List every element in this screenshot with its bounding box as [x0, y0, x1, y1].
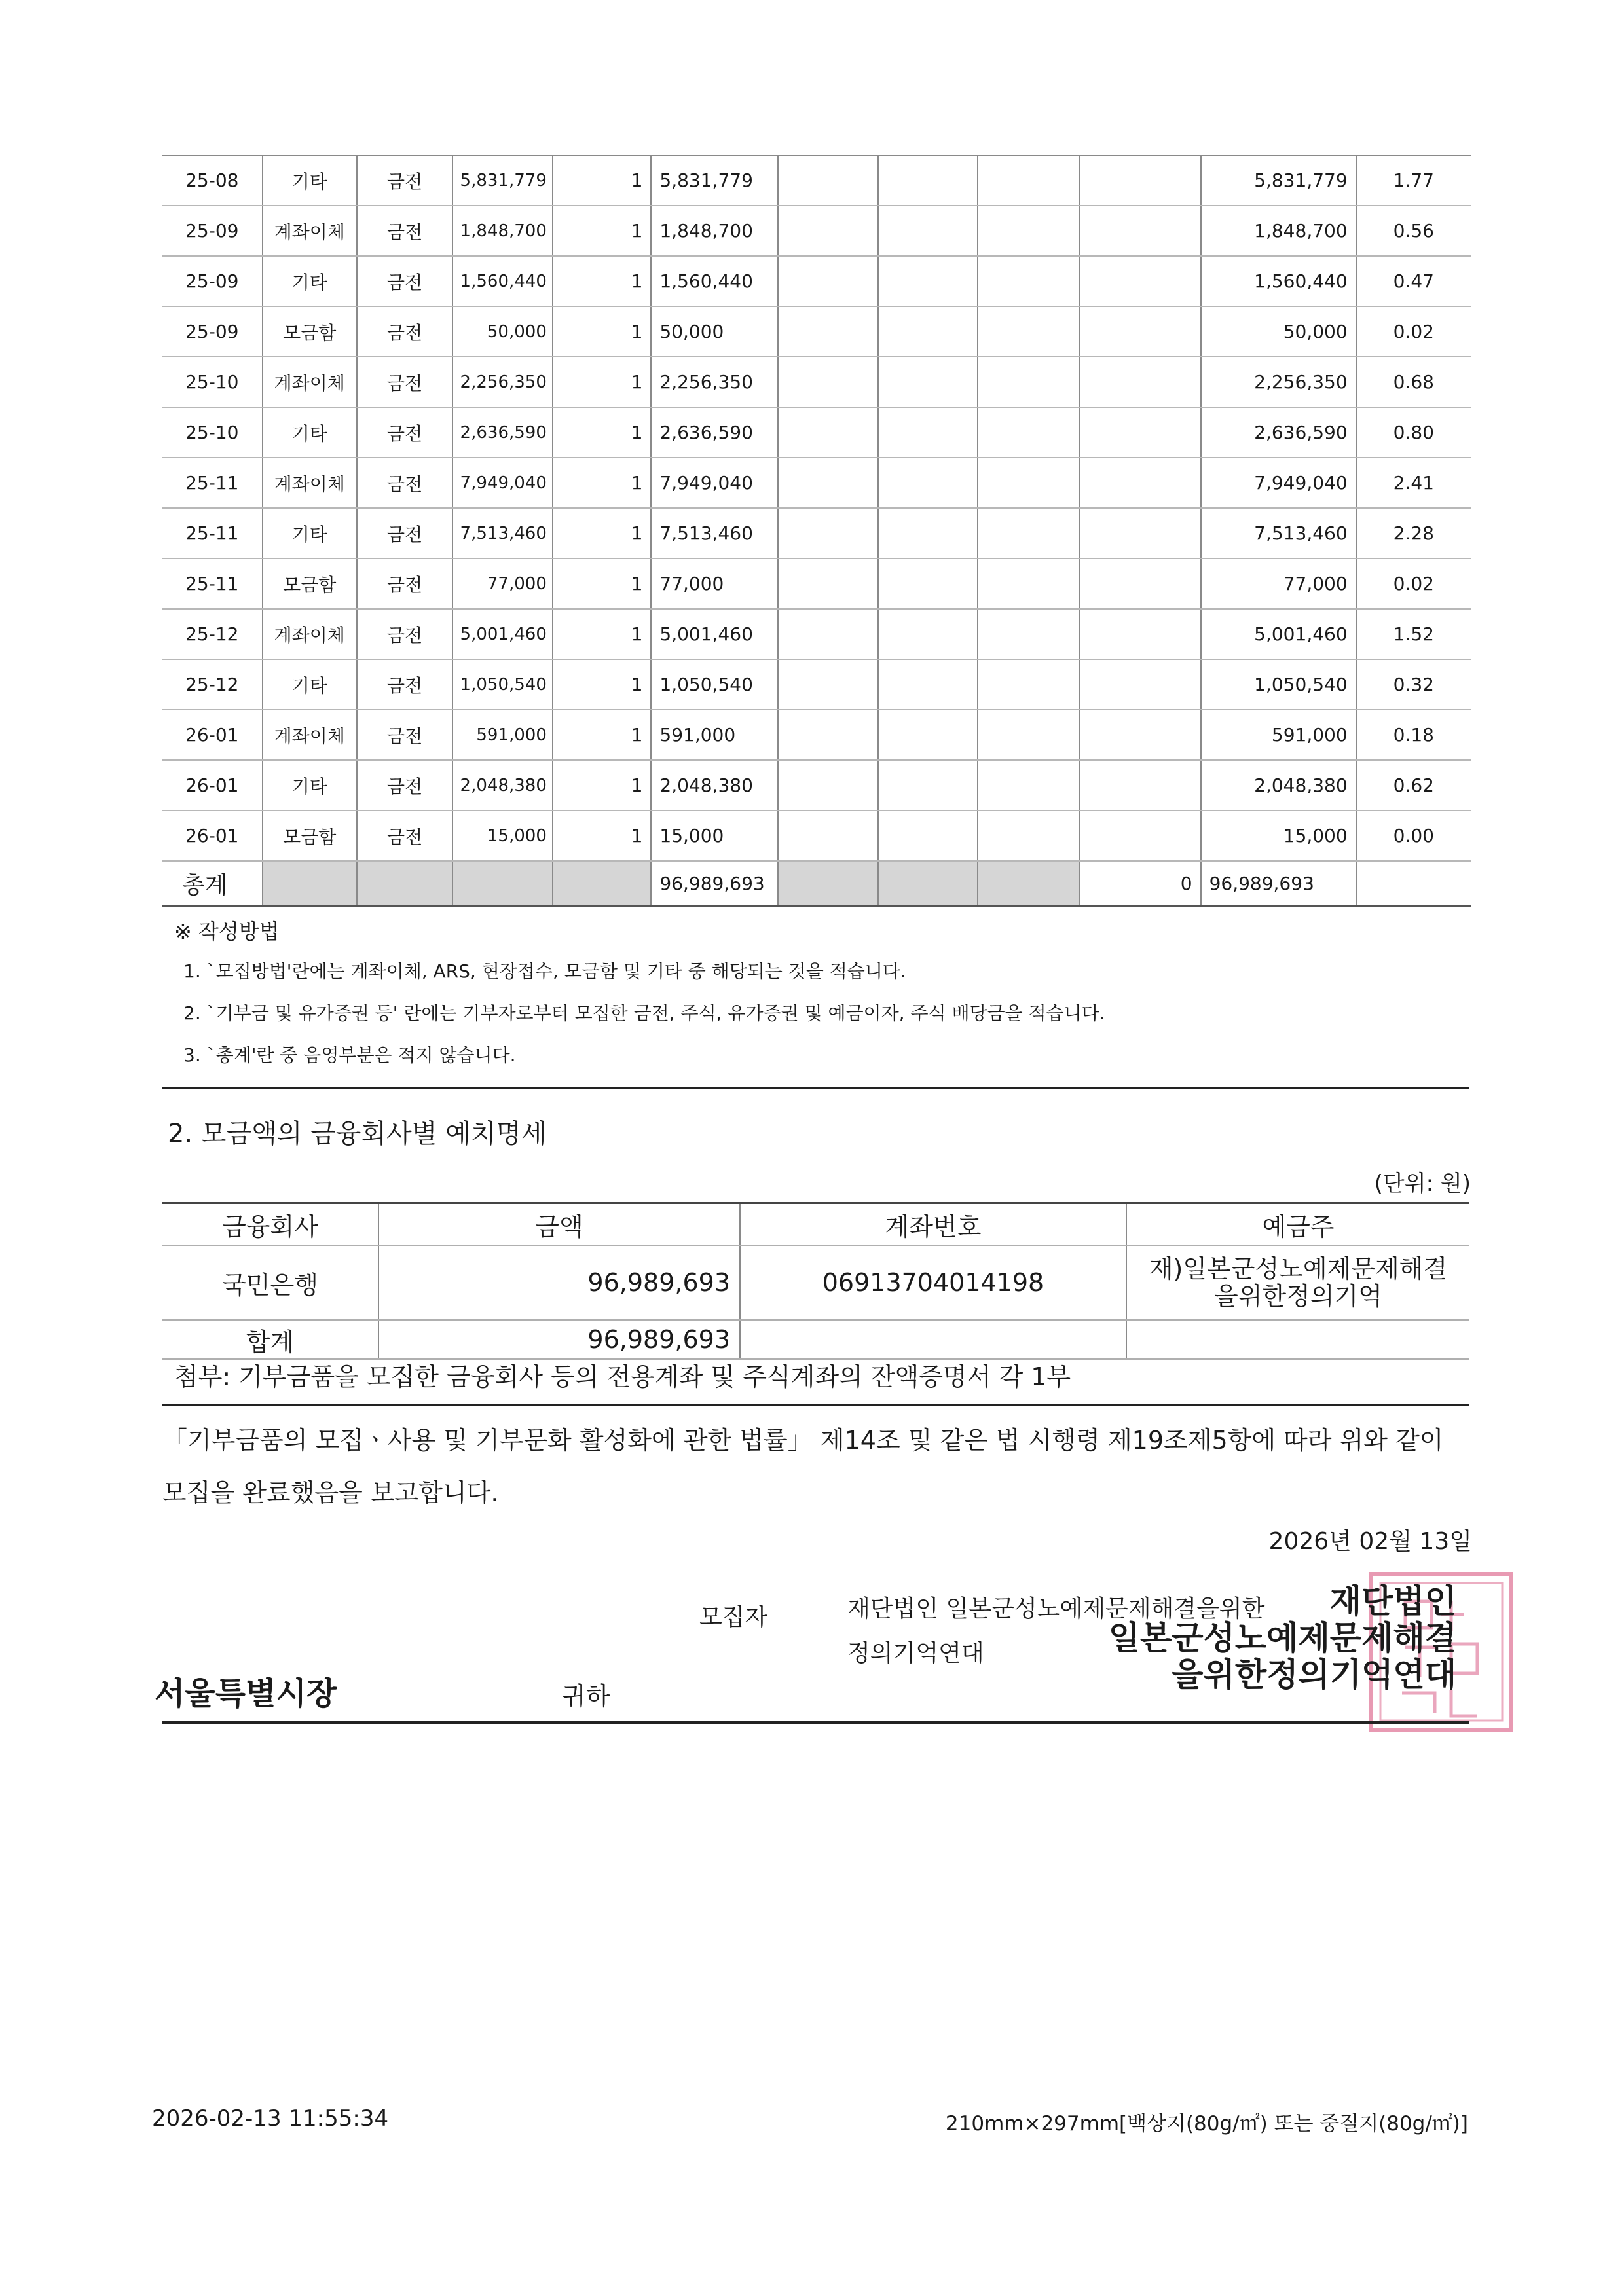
cell-amount: 5,831,779	[452, 155, 553, 206]
cell-empty	[978, 558, 1079, 609]
table-row	[162, 710, 1471, 760]
cell-empty	[1079, 256, 1201, 306]
cell-empty	[978, 306, 1079, 357]
cell-empty	[978, 609, 1079, 659]
cell-empty	[778, 609, 878, 659]
cell-total: 77,000	[1201, 558, 1356, 609]
cell-empty	[778, 306, 878, 357]
organization-stamp-text	[1109, 1583, 1456, 1693]
cell-empty	[1079, 357, 1201, 407]
stamp-line-3: 을위한정의기억연대	[1172, 1656, 1456, 1694]
cell-ratio: 0.32	[1356, 659, 1471, 710]
shaded-cell	[878, 861, 978, 906]
cell-empty	[1079, 659, 1201, 710]
sum-empty-holder	[1126, 1320, 1469, 1359]
cell-total: 50,000	[1201, 306, 1356, 357]
note-item-3: 3. `총계'란 중 음영부분은 적지 않습니다.	[183, 1044, 516, 1066]
table-row	[162, 256, 1471, 306]
table-row	[162, 760, 1471, 811]
cell-ratio: 0.00	[1356, 811, 1471, 861]
cell-empty	[978, 407, 1079, 458]
cell-count: 1	[553, 357, 652, 407]
cell-ratio: 0.56	[1356, 206, 1471, 256]
total-label: 총계	[162, 861, 263, 906]
account-holder	[1126, 1245, 1469, 1320]
cell-ratio: 0.62	[1356, 760, 1471, 811]
cell-empty	[1356, 861, 1471, 906]
cell-ratio: 1.77	[1356, 155, 1471, 206]
report-date: 2026년 02월 13일	[1268, 1528, 1472, 1555]
shaded-cell	[452, 861, 553, 906]
cell-empty	[978, 206, 1079, 256]
cell-empty	[1079, 508, 1201, 558]
cell-month: 25-12	[162, 609, 263, 659]
cell-subtotal: 1,560,440	[651, 256, 778, 306]
cell-count: 1	[553, 407, 652, 458]
cell-method: 기타	[263, 155, 357, 206]
cell-subtotal: 77,000	[651, 558, 778, 609]
header-holder: 예금주	[1126, 1203, 1469, 1246]
cell-empty	[1079, 609, 1201, 659]
cell-type: 금전	[357, 558, 452, 609]
cell-method: 기타	[263, 256, 357, 306]
cell-ratio: 2.28	[1356, 508, 1471, 558]
cell-count: 1	[553, 760, 652, 811]
stamp-line-2: 일본군성노예제문제해결	[1108, 1619, 1456, 1657]
cell-subtotal: 15,000	[651, 811, 778, 861]
donation-ledger-table	[162, 155, 1471, 907]
table-row	[162, 407, 1471, 458]
cell-subtotal: 7,513,460	[651, 508, 778, 558]
cell-empty	[878, 256, 978, 306]
section-title: 2. 모금액의 금융회사별 예치명세	[168, 1119, 547, 1149]
table-row	[162, 609, 1471, 659]
table-row	[162, 558, 1471, 609]
stamp-line-1: 재단법인	[1329, 1582, 1456, 1620]
cell-empty	[1079, 811, 1201, 861]
cell-month: 26-01	[162, 760, 263, 811]
cell-count: 1	[553, 710, 652, 760]
divider	[162, 1404, 1469, 1406]
cell-month: 25-10	[162, 357, 263, 407]
cell-month: 25-12	[162, 659, 263, 710]
cell-empty	[878, 609, 978, 659]
cell-total: 2,636,590	[1201, 407, 1356, 458]
sum-label: 합계	[162, 1320, 378, 1359]
cell-month: 25-10	[162, 407, 263, 458]
print-timestamp: 2026-02-13 11:55:34	[152, 2105, 389, 2132]
cell-subtotal: 2,048,380	[651, 760, 778, 811]
cell-total: 7,513,460	[1201, 508, 1356, 558]
cell-ratio: 0.68	[1356, 357, 1471, 407]
sum-amount: 96,989,693	[378, 1320, 740, 1359]
recruiter-label: 모집자	[699, 1604, 768, 1631]
addressee-name: 서울특별시장	[155, 1675, 337, 1712]
cell-empty	[978, 811, 1079, 861]
cell-empty	[878, 558, 978, 609]
cell-empty	[878, 306, 978, 357]
cell-month: 26-01	[162, 710, 263, 760]
note-item-2: 2. `기부금 및 유가증권 등' 란에는 기부자로부터 모집한 금전, 주식, 유가증권 및 예금이자, 주식 배당금을 적습니다.	[183, 1002, 1105, 1024]
cell-type: 금전	[357, 407, 452, 458]
cell-empty	[778, 155, 878, 206]
cell-count: 1	[553, 558, 652, 609]
cell-empty	[778, 558, 878, 609]
shaded-cell	[553, 861, 652, 906]
shaded-cell	[263, 861, 357, 906]
cell-count: 1	[553, 256, 652, 306]
cell-method: 계좌이체	[263, 609, 357, 659]
cell-empty	[778, 206, 878, 256]
holder-line-1: 재)일본군성노예제문제해결	[1149, 1254, 1448, 1283]
cell-method: 계좌이체	[263, 710, 357, 760]
cell-method: 모금함	[263, 811, 357, 861]
cell-total: 7,949,040	[1201, 458, 1356, 508]
table-row	[162, 811, 1471, 861]
cell-total: 591,000	[1201, 710, 1356, 760]
note-item-1: 1. `모집방법'란에는 계좌이체, ARS, 현장접수, 모금함 및 기타 중 해당되는 것을 적습니다.	[183, 960, 906, 982]
cell-subtotal: 591,000	[651, 710, 778, 760]
cell-amount: 1,560,440	[452, 256, 553, 306]
table-row	[162, 155, 1471, 206]
cell-empty	[778, 407, 878, 458]
recruiter-name-line-1: 재단법인 일본군성노예제문제해결을위한	[847, 1595, 1265, 1622]
cell-month: 26-01	[162, 811, 263, 861]
cell-empty	[778, 508, 878, 558]
cell-ratio: 0.18	[1356, 710, 1471, 760]
cell-total: 1,848,700	[1201, 206, 1356, 256]
cell-empty	[978, 357, 1079, 407]
cell-method: 기타	[263, 508, 357, 558]
cell-empty	[778, 458, 878, 508]
cell-amount: 50,000	[452, 306, 553, 357]
cell-amount: 591,000	[452, 710, 553, 760]
cell-month: 25-09	[162, 306, 263, 357]
divider	[162, 1721, 1469, 1724]
cell-empty	[1079, 407, 1201, 458]
cell-ratio: 0.47	[1356, 256, 1471, 306]
cell-ratio: 2.41	[1356, 458, 1471, 508]
cell-type: 금전	[357, 659, 452, 710]
cell-month: 25-11	[162, 508, 263, 558]
recruiter-name-line-2: 정의기억연대	[847, 1640, 984, 1667]
cell-empty	[778, 811, 878, 861]
table-row	[162, 357, 1471, 407]
cell-amount: 2,636,590	[452, 407, 553, 458]
shaded-cell	[357, 861, 452, 906]
cell-method: 기타	[263, 407, 357, 458]
table-row	[162, 659, 1471, 710]
cell-type: 금전	[357, 357, 452, 407]
total-row	[162, 861, 1471, 906]
cell-count: 1	[553, 458, 652, 508]
cell-empty	[1079, 558, 1201, 609]
header-account: 계좌번호	[740, 1203, 1126, 1246]
cell-count: 1	[553, 206, 652, 256]
cell-type: 금전	[357, 811, 452, 861]
cell-empty	[978, 659, 1079, 710]
cell-empty	[878, 407, 978, 458]
cell-subtotal: 2,636,590	[651, 407, 778, 458]
law-statement: 「기부금품의 모집ㆍ사용 및 기부문화 활성화에 관한 법률」 제14조 및 같은 법 시행령 제19조제5항에 따라 위와 같이 모집을 완료했음을 보고합니다.	[162, 1426, 1444, 1507]
cell-month: 25-11	[162, 558, 263, 609]
cell-type: 금전	[357, 306, 452, 357]
cell-amount: 1,050,540	[452, 659, 553, 710]
shaded-cell	[978, 861, 1079, 906]
sum-empty-account	[740, 1320, 1126, 1359]
cell-amount: 7,513,460	[452, 508, 553, 558]
cell-subtotal: 50,000	[651, 306, 778, 357]
cell-month: 25-09	[162, 256, 263, 306]
cell-count: 1	[553, 155, 652, 206]
holder-line-2: 을위한정의기억	[1214, 1282, 1382, 1311]
cell-count: 1	[553, 659, 652, 710]
cell-type: 금전	[357, 458, 452, 508]
cell-empty	[1079, 155, 1201, 206]
cell-empty	[878, 710, 978, 760]
divider	[162, 1087, 1469, 1089]
cell-count: 1	[553, 609, 652, 659]
cell-count: 1	[553, 306, 652, 357]
deposit-sum-row	[162, 1320, 1469, 1359]
deposit-row	[162, 1245, 1469, 1320]
cell-empty	[978, 256, 1079, 306]
cell-empty	[878, 155, 978, 206]
deposit-header-row	[162, 1203, 1469, 1246]
cell-total: 2,256,350	[1201, 357, 1356, 407]
cell-amount: 77,000	[452, 558, 553, 609]
cell-ratio: 0.80	[1356, 407, 1471, 458]
cell-empty	[978, 710, 1079, 760]
cell-total: 2,048,380	[1201, 760, 1356, 811]
cell-empty	[878, 206, 978, 256]
cell-subtotal: 5,001,460	[651, 609, 778, 659]
addressee-suffix: 귀하	[562, 1682, 610, 1711]
cell-empty	[1079, 710, 1201, 760]
cell-count: 1	[553, 508, 652, 558]
cell-total: 1,560,440	[1201, 256, 1356, 306]
cell-method: 기타	[263, 659, 357, 710]
cell-type: 금전	[357, 508, 452, 558]
cell-type: 금전	[357, 256, 452, 306]
cell-method: 기타	[263, 760, 357, 811]
cell-ratio: 0.02	[1356, 558, 1471, 609]
total-subtotal: 96,989,693	[651, 861, 778, 906]
cell-empty	[878, 458, 978, 508]
cell-total: 15,000	[1201, 811, 1356, 861]
notes-title: ※ 작성방법	[174, 919, 280, 944]
cell-total: 5,001,460	[1201, 609, 1356, 659]
cell-empty	[778, 659, 878, 710]
table-row	[162, 306, 1471, 357]
cell-month: 25-11	[162, 458, 263, 508]
table-row	[162, 206, 1471, 256]
cell-type: 금전	[357, 760, 452, 811]
cell-empty	[878, 508, 978, 558]
cell-method: 모금함	[263, 558, 357, 609]
cell-empty	[778, 357, 878, 407]
cell-subtotal: 5,831,779	[651, 155, 778, 206]
cell-amount: 7,949,040	[452, 458, 553, 508]
cell-subtotal: 7,949,040	[651, 458, 778, 508]
cell-amount: 15,000	[452, 811, 553, 861]
header-bank: 금융회사	[162, 1203, 378, 1246]
cell-method: 계좌이체	[263, 206, 357, 256]
cell-type: 금전	[357, 155, 452, 206]
cell-type: 금전	[357, 710, 452, 760]
header-amount: 금액	[378, 1203, 740, 1246]
cell-empty	[878, 760, 978, 811]
cell-ratio: 1.52	[1356, 609, 1471, 659]
cell-method: 모금함	[263, 306, 357, 357]
cell-method: 계좌이체	[263, 458, 357, 508]
cell-subtotal: 1,848,700	[651, 206, 778, 256]
table-row	[162, 508, 1471, 558]
cell-amount: 2,048,380	[452, 760, 553, 811]
account-number: 06913704014198	[740, 1245, 1126, 1320]
cell-subtotal: 2,256,350	[651, 357, 778, 407]
cell-empty	[778, 710, 878, 760]
cell-empty	[978, 458, 1079, 508]
cell-empty	[878, 811, 978, 861]
bank-name: 국민은행	[162, 1245, 378, 1320]
cell-empty	[978, 155, 1079, 206]
cell-empty	[978, 760, 1079, 811]
cell-ratio: 0.02	[1356, 306, 1471, 357]
table-row	[162, 458, 1471, 508]
deposit-table	[162, 1202, 1469, 1360]
bank-amount: 96,989,693	[378, 1245, 740, 1320]
cell-empty	[1079, 306, 1201, 357]
cell-subtotal: 1,050,540	[651, 659, 778, 710]
cell-empty	[878, 659, 978, 710]
cell-empty	[978, 508, 1079, 558]
paper-spec: 210mm×297mm[백상지(80g/㎡) 또는 중질지(80g/㎡)]	[945, 2112, 1468, 2136]
cell-empty	[778, 256, 878, 306]
total-zero: 0	[1079, 861, 1201, 906]
cell-empty	[1079, 206, 1201, 256]
total-amount: 96,989,693	[1201, 861, 1356, 906]
cell-empty	[778, 760, 878, 811]
cell-amount: 1,848,700	[452, 206, 553, 256]
cell-amount: 5,001,460	[452, 609, 553, 659]
cell-empty	[1079, 458, 1201, 508]
cell-month: 25-09	[162, 206, 263, 256]
cell-type: 금전	[357, 206, 452, 256]
cell-method: 계좌이체	[263, 357, 357, 407]
cell-empty	[878, 357, 978, 407]
cell-total: 1,050,540	[1201, 659, 1356, 710]
unit-label: (단위: 원)	[1374, 1171, 1471, 1197]
cell-type: 금전	[357, 609, 452, 659]
cell-total: 5,831,779	[1201, 155, 1356, 206]
cell-amount: 2,256,350	[452, 357, 553, 407]
attachment-note: 첨부: 기부금품을 모집한 금융회사 등의 전용계좌 및 주식계좌의 잔액증명서 각 1부	[174, 1362, 1071, 1391]
cell-empty	[1079, 760, 1201, 811]
cell-month: 25-08	[162, 155, 263, 206]
shaded-cell	[778, 861, 878, 906]
cell-count: 1	[553, 811, 652, 861]
